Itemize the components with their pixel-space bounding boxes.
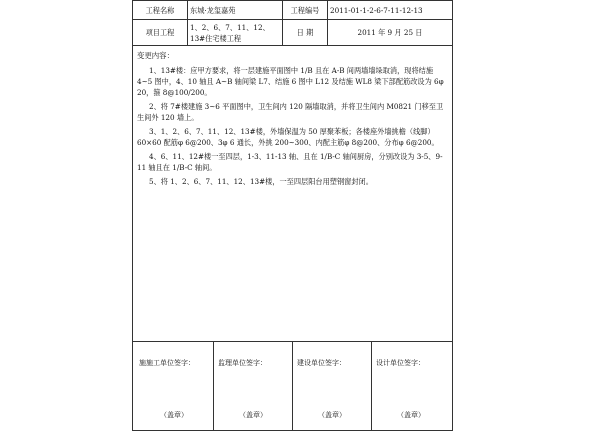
change-item-1: 1、13#楼：应甲方要求，将一层建施平面图中 1/B 且在 A-B 间两墙墙垛取消，现将结施 4~5 图中，4、10 轴且 A~B 轴间梁 L7、结施 6 图中 L12 及结施 WL8 梁下部配筋改设为 6φ 20，箍 8@100/200。 bbox=[137, 66, 444, 97]
signature-box-design bbox=[372, 342, 450, 430]
date-value: 2011 年 9 月 25 日 bbox=[328, 20, 453, 46]
change-item-4: 4、6、11、12#楼一至四层，1-3、11-13 轴、且在 1/B-C 轴间厨房，分别改设为 3-5、9-11 轴且在 1/B-C 轴间。 bbox=[137, 152, 443, 172]
signature-box-supervision bbox=[214, 342, 293, 430]
change-item-2: 2、将 7#楼建施 3~6 平面图中，卫生间内 120 隔墙取消，并将卫生间内 M0821 门移至卫生间外 120 墙上。 bbox=[137, 102, 444, 122]
change-order-form bbox=[132, 0, 453, 431]
header-row-1 bbox=[133, 1, 453, 20]
change-item-3: 3、1、2、6、7、11、12、13#楼，外墙保温为 50 厚聚苯板；各楼座外墙挑檐（线脚）60×60 配筋φ 6@200、3φ 6 通长，外挑 200~300、内配主筋φ 8@200、分布φ 6@200。 bbox=[137, 127, 439, 147]
change-item-5: 5、将 1、2、6、7、11、12、13#楼，一至四层阳台用塑钢窗封闭。 bbox=[149, 177, 373, 186]
date-label: 日 期 bbox=[283, 20, 328, 46]
seal-placeholder: （盖章） bbox=[397, 411, 425, 419]
signature-cell bbox=[133, 342, 453, 431]
project-item-value: 1、2、6、7、11、12、13#住宅楼工程 bbox=[188, 20, 283, 46]
signature-label: 设计单位签字： bbox=[376, 359, 425, 367]
seal-placeholder: （盖章） bbox=[318, 411, 346, 419]
signature-label: 建设单位签字： bbox=[297, 359, 346, 367]
change-content-heading: 变更内容： bbox=[137, 51, 174, 60]
project-number-value: 2011-01-1-2-6-7-11-12-13 bbox=[328, 1, 453, 20]
signature-box-owner bbox=[293, 342, 372, 430]
header-row-2 bbox=[133, 20, 453, 46]
project-name-value: 东城·龙玺嘉苑 bbox=[188, 1, 283, 20]
change-content-cell bbox=[133, 46, 453, 342]
project-item-label: 项目工程 bbox=[133, 20, 188, 46]
project-number-label: 工程编号 bbox=[283, 1, 328, 20]
seal-placeholder: （盖章） bbox=[239, 411, 267, 419]
signature-label: 施施工单位签字： bbox=[139, 359, 195, 367]
signature-row bbox=[133, 342, 453, 431]
project-name-label: 工程名称 bbox=[133, 1, 188, 20]
seal-placeholder: （盖章） bbox=[160, 411, 188, 419]
change-order-sheet bbox=[132, 0, 452, 419]
signature-label: 监理单位签字： bbox=[218, 359, 267, 367]
change-content-row bbox=[133, 46, 453, 342]
signature-box-construction bbox=[135, 342, 214, 430]
